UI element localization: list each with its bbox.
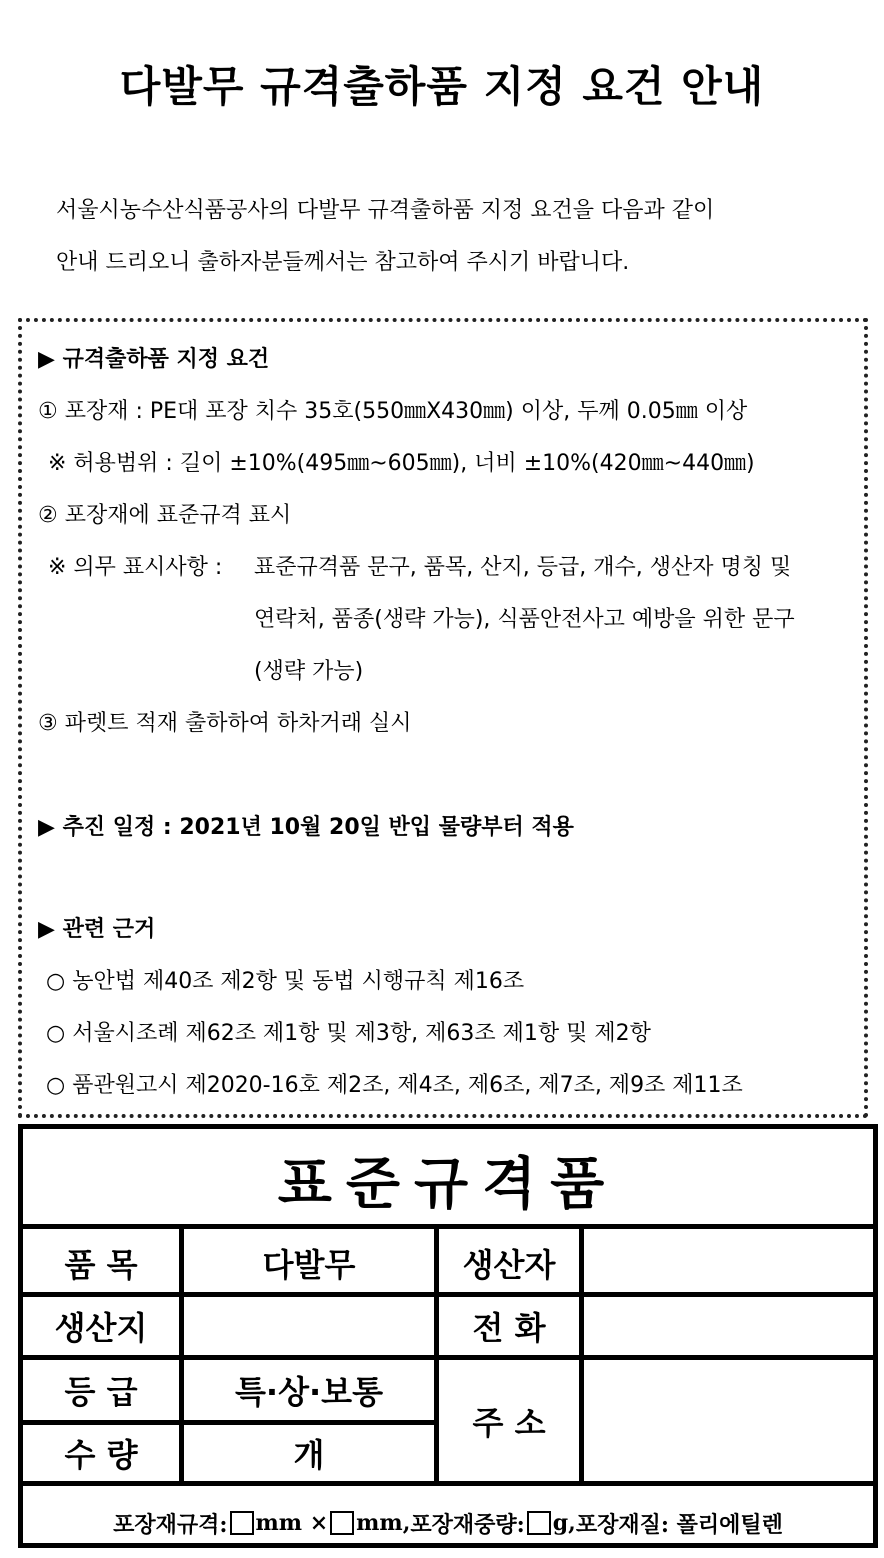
address-value [584, 1360, 873, 1481]
page-title: 다발무 규격출하품 지정 요건 안내 [119, 62, 765, 111]
basis-item: ○ 품관원고시 제2020-16호 제2조, 제4조, 제6조, 제7조, 제9조 제11조 [46, 1073, 743, 1098]
intro-text [56, 185, 856, 289]
basis-item: ○ 서울시조례 제62조 제1항 및 제3항, 제63조 제1항 및 제2항 [46, 1021, 651, 1046]
blank-box [527, 1511, 551, 1535]
requirement-item-2-note-line-1: 표준규격품 문구, 품목, 산지, 등급, 개수, 생산자 명칭 및 [254, 555, 792, 580]
intro-line-2: 안내 드리오니 출하자분들께서는 참고하여 주시기 바랍니다. [56, 250, 630, 275]
address-label: 주 소 [472, 1403, 546, 1442]
phone-value [584, 1297, 873, 1355]
weight-label: 포장재중량: [410, 1511, 525, 1538]
mm-unit-1: mm × [255, 1510, 329, 1536]
spec-label: 포장재규격: [113, 1511, 228, 1538]
item-value: 다발무 [262, 1246, 356, 1284]
requirements-box [18, 318, 868, 1118]
basis-heading: ▶ 관련 근거 [38, 917, 156, 942]
blank-box [230, 1511, 254, 1535]
standard-label-sheet [18, 1124, 878, 1548]
requirement-item-2-note-line-3: (생략 가능) [254, 659, 364, 684]
origin-value [184, 1297, 434, 1355]
quantity-label: 수 량 [64, 1436, 138, 1474]
producer-label: 생산자 [462, 1246, 556, 1284]
requirements-heading: ▶ 규격출하품 지정 요건 [38, 347, 270, 372]
grade-value: 특·상·보통 [235, 1373, 383, 1411]
requirement-item-1-note: ※ 허용범위 : 길이 ±10%(495㎜~605㎜), 너비 ±10%(420㎜~440㎜) [48, 451, 755, 476]
g-unit: g, [552, 1510, 576, 1536]
grade-label: 등 급 [64, 1373, 138, 1411]
blank-box [330, 1511, 354, 1535]
requirement-item-2-note-label: ※ 의무 표시사항 : [48, 555, 223, 580]
item-label: 품 목 [64, 1246, 138, 1284]
quantity-value: 개 [293, 1436, 325, 1474]
requirement-item-3: ③ 파렛트 적재 출하하여 하차거래 실시 [38, 711, 412, 736]
phone-label: 전 화 [472, 1309, 546, 1347]
row-divider [23, 1481, 873, 1486]
origin-label: 생산지 [54, 1309, 148, 1347]
sheet-title: 표준규격품 [23, 1129, 873, 1229]
requirement-item-2: ② 포장재에 표준규격 표시 [38, 503, 292, 528]
requirement-item-1: ① 포장재 : PE대 포장 치수 35호(550㎜X430㎜) 이상, 두께 0.05㎜ 이상 [38, 399, 748, 424]
requirement-item-2-note-line-2: 연락처, 품종(생략 가능), 식품안전사고 예방을 위한 문구 [254, 607, 795, 632]
packaging-spec-line [23, 1501, 873, 1545]
mm-unit-2: mm, [356, 1510, 411, 1536]
material-text: 포장재질: 폴리에틸렌 [575, 1511, 783, 1538]
intro-line-1: 서울시농수산식품공사의 다발무 규격출하품 지정 요건을 다음과 같이 [56, 198, 715, 223]
schedule-text: ▶ 추진 일정 : 2021년 10월 20일 반입 물량부터 적용 [38, 815, 574, 840]
producer-value [584, 1234, 873, 1292]
basis-item: ○ 농안법 제40조 제2항 및 동법 시행규칙 제16조 [46, 969, 525, 994]
